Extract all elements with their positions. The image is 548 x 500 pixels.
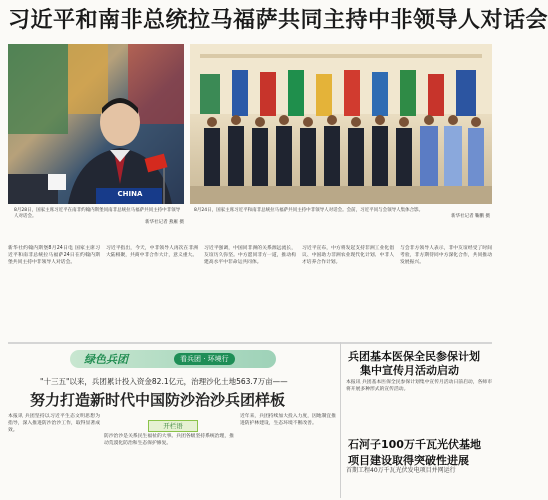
headline: 习近平和南非总统拉马福萨共同主持中非领导人对话会 (8, 8, 548, 33)
article-column: 习近平指出，今天，中非领导人再次在非洲大陆相聚，共商中非合作大计，意义重大。 (106, 246, 198, 258)
article-column: 新华社约翰内斯堡8月24日电 国家主席习近平和南非总统拉马福萨24日在约翰内斯堡共同主持中非领导人对话会。 (8, 246, 100, 265)
photo-right-illustration (190, 44, 492, 204)
feature-kicker: "十三五"以来，兵团累计投入资金82.1亿元，治理沙化土地563.7万亩—— (40, 377, 288, 386)
feature-tag: 开栏语 (148, 420, 198, 432)
feature-body-left: 本报讯 兵团坚持以习近平生态文明思想为指导，深入推进防沙治沙工作，取得显著成效。 (8, 414, 100, 433)
article-title: 集中宣传月活动启动 (360, 364, 459, 377)
section-divider (8, 342, 492, 344)
feature-body-right: 近年来，兵团持续加大投入力度，因地制宜推进防护林建设，生态环境不断改善。 (240, 414, 336, 426)
feature-title: 努力打造新时代中国防沙治沙兵团样板 (30, 391, 286, 409)
article-column: 与会非方领导人表示，非中友谊经受了时间考验，非方期待同中方深化合作，共同推动发展振兴。 (400, 246, 492, 265)
photo-left-illustration (8, 44, 184, 204)
lead-article (8, 246, 492, 338)
article-title: 石河子100万千瓦光伏基地 (348, 438, 481, 451)
china-nameplate: CHINA (117, 190, 143, 198)
photo-right-caption: 8月24日，国家主席习近平和南非总统拉马福萨共同主持中非领导人对话会。会前，习近平同与会领导人集体合影。 新华社记者 鞠鹏 摄 (194, 208, 490, 219)
group-photo (190, 44, 492, 204)
column-rule (340, 342, 341, 498)
article-title: 兵团基本医保全民参保计划 (348, 350, 480, 363)
article-column: 习近平强调，中国同非洲的关系源远流长，友谊历久弥坚。中方愿同非方一道，推动构建高水平中非命运共同体。 (204, 246, 296, 265)
leader-photo (8, 44, 184, 204)
banner-logo: 绿色兵团 (84, 353, 128, 366)
article-body: 本报讯 兵团基本医保全民参保计划集中宣传月活动日前启动，各师市将开展多种形式的宣传活动。 (346, 380, 492, 392)
feature-body-mid: 防沙治沙是关系民生福祉的大事。兵团各级坚持系统治理，推动荒漠化防治和生态保护修复。 (104, 434, 234, 446)
article-title: 项目建设取得突破性进展 (348, 454, 469, 467)
photo-left-caption: 8月28日，国家主席习近平在南非约翰内斯堡同南非总统拉马福萨共同主持中非领导人对话会。 新华社记者 燕雁 摄 (14, 208, 184, 225)
column-banner (70, 350, 276, 368)
article-column: 习近平宣布，中方将发起支持非洲工业化倡议、中国助力非洲农业现代化计划、中非人才培养合作计划。 (302, 246, 394, 265)
article-body: 首期工程40万千瓦光伏发电项目并网运行 (346, 467, 456, 474)
banner-subtitle: 看兵团 · 环境行 (174, 353, 235, 365)
